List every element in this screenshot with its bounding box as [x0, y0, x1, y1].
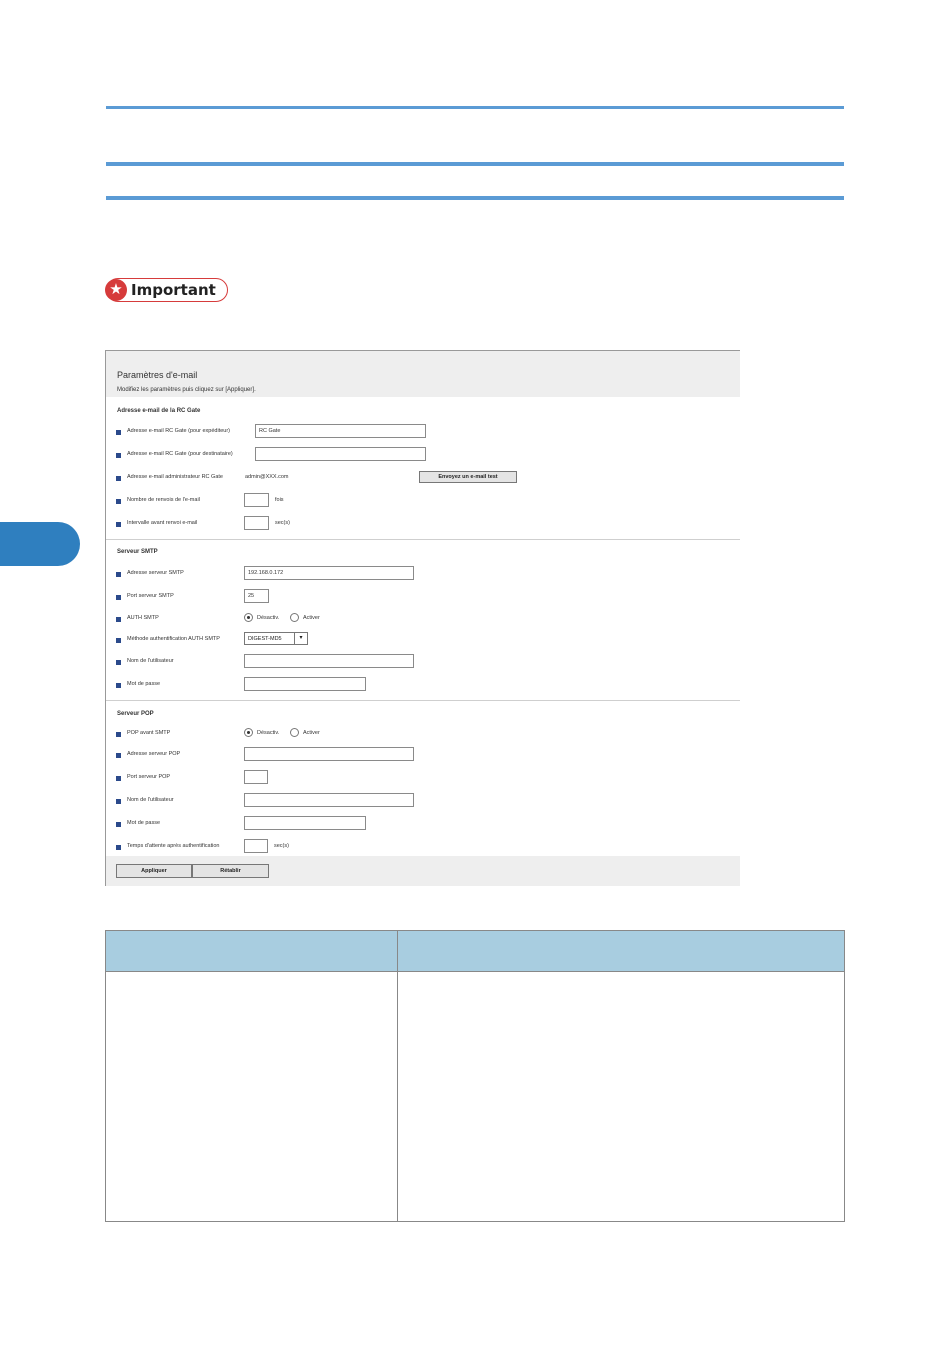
radio-label: Activer	[303, 615, 320, 621]
field-label: Adresse serveur SMTP	[127, 570, 184, 576]
button-bar	[106, 856, 740, 886]
field-label: POP avant SMTP	[127, 730, 171, 736]
auth-smtp-disable-radio[interactable]	[244, 613, 253, 622]
column-divider	[397, 931, 398, 1221]
section-divider	[106, 539, 740, 540]
field-label: Adresse e-mail administrateur RC Gate	[127, 474, 223, 480]
form-row	[106, 447, 740, 463]
screen-header	[106, 351, 740, 397]
heading-rule-bottom	[106, 196, 844, 200]
form-row	[106, 726, 740, 742]
field-label: Méthode authentification AUTH SMTP	[127, 636, 220, 642]
sender-email-input[interactable]: RC Gate	[255, 424, 426, 438]
bullet-icon	[116, 638, 121, 643]
form-row	[106, 589, 740, 605]
field-label: Mot de passe	[127, 681, 161, 687]
field-label: Nom de l'utilisateur	[127, 797, 174, 803]
resend-interval-input[interactable]	[244, 516, 269, 530]
description-table	[105, 930, 845, 1222]
important-label: Important	[131, 281, 216, 299]
section-title-smtp: Serveur SMTP	[117, 549, 158, 555]
form-row	[106, 470, 740, 486]
dropdown-arrow-icon: ▾	[294, 633, 307, 644]
unit-label: sec(s)	[274, 843, 289, 849]
section-title-rc-gate: Adresse e-mail de la RC Gate	[117, 408, 201, 414]
bullet-icon	[116, 845, 121, 850]
field-label: Adresse e-mail RC Gate (pour destinataire)	[127, 451, 233, 457]
pop-password-input[interactable]	[244, 816, 366, 830]
heading-rule-top	[106, 162, 844, 166]
field-label: Adresse e-mail RC Gate (pour expéditeur)	[127, 428, 231, 434]
important-badge	[106, 278, 228, 302]
send-test-email-button[interactable]: Envoyez un e-mail test	[419, 471, 517, 483]
radio-label: Activer	[303, 730, 320, 736]
form-row	[106, 611, 740, 627]
auth-method-select[interactable]	[244, 632, 308, 645]
apply-button[interactable]: Appliquer	[116, 864, 192, 878]
bullet-icon	[116, 732, 121, 737]
resend-count-input[interactable]	[244, 493, 269, 507]
section-title-pop: Serveur POP	[117, 711, 154, 717]
field-label: Intervalle avant renvoi e-mail	[127, 520, 198, 526]
form-row	[106, 816, 740, 832]
form-row	[106, 839, 740, 855]
top-rule	[106, 106, 844, 109]
bullet-icon	[116, 430, 121, 435]
chapter-side-tab	[0, 522, 80, 566]
star-icon: ★	[105, 279, 127, 301]
smtp-username-input[interactable]	[244, 654, 414, 668]
bullet-icon	[116, 683, 121, 688]
form-row	[106, 793, 740, 809]
section-divider	[106, 700, 740, 701]
select-value: DIGEST-MD5	[248, 636, 282, 642]
pop-before-smtp-disable-radio[interactable]	[244, 728, 253, 737]
form-row	[106, 654, 740, 670]
field-label: Nombre de renvois de l'e-mail	[127, 497, 200, 503]
bullet-icon	[116, 660, 121, 665]
form-row	[106, 566, 740, 582]
bullet-icon	[116, 595, 121, 600]
table-header-cell	[106, 931, 397, 972]
smtp-address-input[interactable]: 192.168.0.172	[244, 566, 414, 580]
bullet-icon	[116, 617, 121, 622]
field-label: Adresse serveur POP	[127, 751, 181, 757]
field-label: Mot de passe	[127, 820, 161, 826]
bullet-icon	[116, 753, 121, 758]
field-label: Port serveur SMTP	[127, 593, 174, 599]
pop-username-input[interactable]	[244, 793, 414, 807]
smtp-password-input[interactable]	[244, 677, 366, 691]
radio-label: Désactiv.	[257, 730, 280, 736]
pop-before-smtp-enable-radio[interactable]	[290, 728, 299, 737]
bullet-icon	[116, 822, 121, 827]
form-row	[106, 677, 740, 693]
pop-address-input[interactable]	[244, 747, 414, 761]
field-label: AUTH SMTP	[127, 615, 159, 621]
bullet-icon	[116, 476, 121, 481]
form-row	[106, 424, 740, 440]
field-label: Port serveur POP	[127, 774, 171, 780]
field-label: Nom de l'utilisateur	[127, 658, 174, 664]
bullet-icon	[116, 499, 121, 504]
unit-label: sec(s)	[275, 520, 290, 526]
email-settings-screenshot	[105, 350, 740, 886]
admin-email-value: admin@XXX.com	[245, 474, 289, 480]
pop-port-input[interactable]	[244, 770, 268, 784]
recipient-email-input[interactable]	[255, 447, 426, 461]
auth-wait-time-input[interactable]	[244, 839, 268, 853]
bullet-icon	[116, 453, 121, 458]
form-row	[106, 747, 740, 763]
form-row	[106, 632, 740, 648]
bullet-icon	[116, 776, 121, 781]
form-row	[106, 770, 740, 786]
field-label: Temps d'attente après authentification	[127, 843, 220, 849]
form-row	[106, 493, 740, 509]
bullet-icon	[116, 799, 121, 804]
reset-button[interactable]: Rétablir	[192, 864, 269, 878]
radio-label: Désactiv.	[257, 615, 280, 621]
screen-hint: Modifiez les paramètres puis cliquez sur [Appliquer].	[117, 387, 256, 393]
smtp-port-input[interactable]: 25	[244, 589, 269, 603]
form-row	[106, 516, 740, 532]
table-header-cell	[398, 931, 844, 972]
auth-smtp-enable-radio[interactable]	[290, 613, 299, 622]
unit-label: fois	[275, 497, 284, 503]
screen-title: Paramètres d'e-mail	[117, 370, 198, 380]
bullet-icon	[116, 572, 121, 577]
bullet-icon	[116, 522, 121, 527]
